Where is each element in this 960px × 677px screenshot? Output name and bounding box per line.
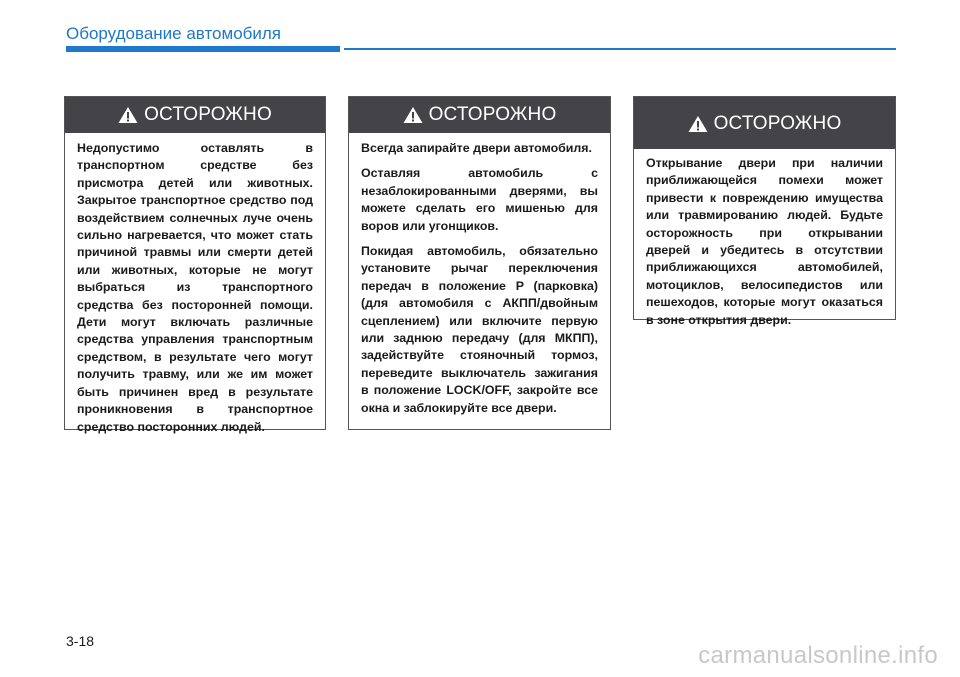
- warning-paragraph: Покидая автомобиль, обязательно установите рычаг переключения передач в положение P (парковка) (для автомобиля с АКПП/двойным сцеплением) или включите первую или заднюю передачу (для МКПП), задействуйте стояночный тормоз, переведите выключатель зажигания в положение LOCK/OFF, закройте все окна и заблокируйте все двери.: [361, 244, 598, 415]
- warning-paragraph: Всегда запирайте двери автомобиля.: [361, 141, 592, 155]
- watermark: carmanualsonline.info: [698, 642, 938, 669]
- warning-triangle-icon: [118, 106, 138, 124]
- warning-body: [65, 133, 325, 444]
- warning-title: ОСТОРОЖНО: [144, 104, 272, 125]
- warning-box-opening-doors: [633, 96, 896, 327]
- warning-triangle-icon: [403, 106, 423, 124]
- warning-header: [634, 97, 895, 149]
- warning-paragraph: Открывание двери при наличии приближающейся помехи может привести к повреждению имущества или травмированию людей. Будьте осторожность при открывании дверей и убедитесь в отсутствии приближающихся автомобилей, мотоциклов, велосипедистов или пешеходов, которые могут оказаться в зоне открытия двери.: [646, 156, 883, 327]
- warning-body: [349, 133, 610, 425]
- warning-header: [349, 97, 610, 133]
- page-number: 3-18: [66, 633, 95, 649]
- warning-paragraph: Недопустимо оставлять в транспортном средстве без присмотра детей или животных. Закрытое транспортное средство под воздействием солнечных луче очень сильно нагревается, что может стать причиной травмы или смерти детей или животных, которые не могут выбраться из транспортного средства без посторонней помощи. Дети могут включать различные средства управления транспортным средством, в результате чего могут получить травму, или же им может быть причинен вред в результате проникновения в транспортное средство посторонних людей.: [77, 141, 313, 434]
- section-title: Оборудование автомобиля: [66, 24, 282, 43]
- header-rule: [344, 48, 896, 50]
- warning-title: ОСТОРОЖНО: [428, 104, 557, 125]
- warning-paragraph: Оставляя автомобиль с незаблокированными дверями, вы можете сделать его мишенью для воров или угонщиков.: [361, 166, 598, 233]
- warning-header: [65, 97, 325, 133]
- warning-box-lock-doors: [348, 96, 611, 430]
- warning-title: ОСТОРОЖНО: [713, 113, 842, 134]
- warning-body: [634, 149, 895, 337]
- header-accent-bar: [66, 46, 340, 52]
- warning-triangle-icon: [688, 115, 708, 133]
- warning-box-children-pets: [64, 96, 326, 434]
